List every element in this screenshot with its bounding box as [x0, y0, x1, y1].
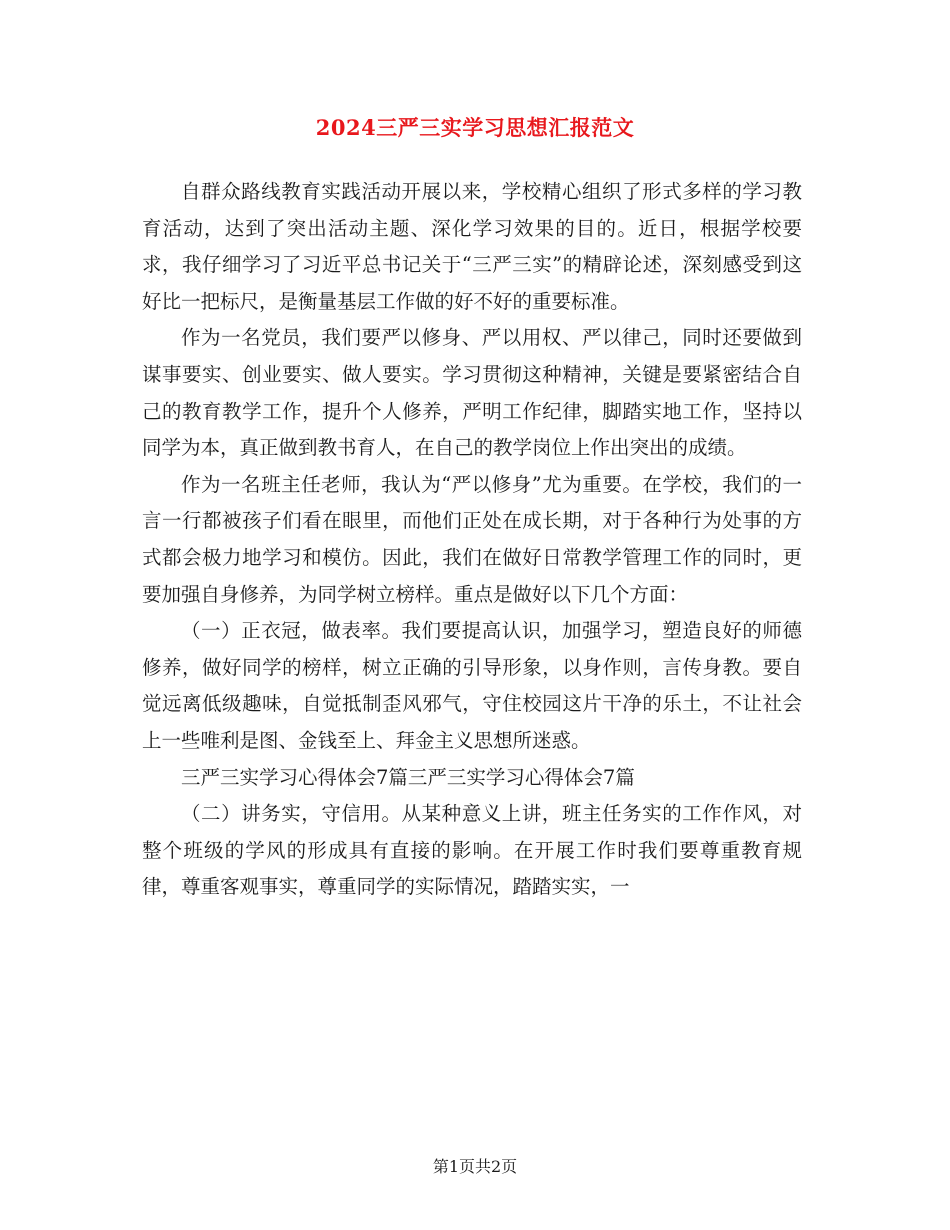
paragraph-point-one: （一）正衣冠，做表率。我们要提高认识，加强学习，塑造良好的师德修养，做好同学的榜样，树立正确的引导形象，以身作则，言传身教。要自觉远离低级趣味，自觉抵制歪风邪气，守住校园这片干净的乐土，不让社会上一些唯利是图、金钱至上、拜金主义思想所迷惑。: [142, 619, 802, 752]
document-body: [142, 174, 802, 906]
paragraph-class-teacher: 作为一名班主任老师，我认为“严以修身”尤为重要。在学校，我们的一言一行都被孩子们看在眼里，而他们正处在成长期，对于各种行为处事的方式都会极力地学习和模仿。因此，我们在做好日常教学管理工作的同时，更要加强自身修养，为同学树立榜样。重点是做好以下几个方面：: [142, 472, 802, 606]
document-title: 2024三严三实学习思想汇报范文: [315, 115, 635, 140]
paragraph-intro: 自群众路线教育实践活动开展以来，学校精心组织了形式多样的学习教育活动，达到了突出活动主题、深化学习效果的目的。近日，根据学校要求，我仔细学习了习近平总书记关于“三严三实”的精辟论述，深刻感受到这好比一把标尺，是衡量基层工作做的好不好的重要标准。: [142, 180, 802, 313]
paragraph-related-link: 三严三实学习心得体会7篇三严三实学习心得体会7篇: [181, 765, 635, 789]
paragraph-point-two: （二）讲务实，守信用。从某种意义上讲，班主任务实的工作作风，对整个班级的学风的形成具有直接的影响。在开展工作时我们要尊重教育规律，尊重客观事实，尊重同学的实际情况，踏踏实实，一: [142, 802, 802, 899]
page-number-footer: 第1页共2页: [432, 1157, 518, 1176]
paragraph-party-member: 作为一名党员，我们要严以修身、严以用权、严以律己，同时还要做到谋事要实、创业要实、做人要实。学习贯彻这种精神，关键是要紧密结合自己的教育教学工作，提升个人修养，严明工作纪律，脚踏实地工作，坚持以同学为本，真正做到教书育人，在自己的教学岗位上作出突出的成绩。: [142, 326, 802, 460]
